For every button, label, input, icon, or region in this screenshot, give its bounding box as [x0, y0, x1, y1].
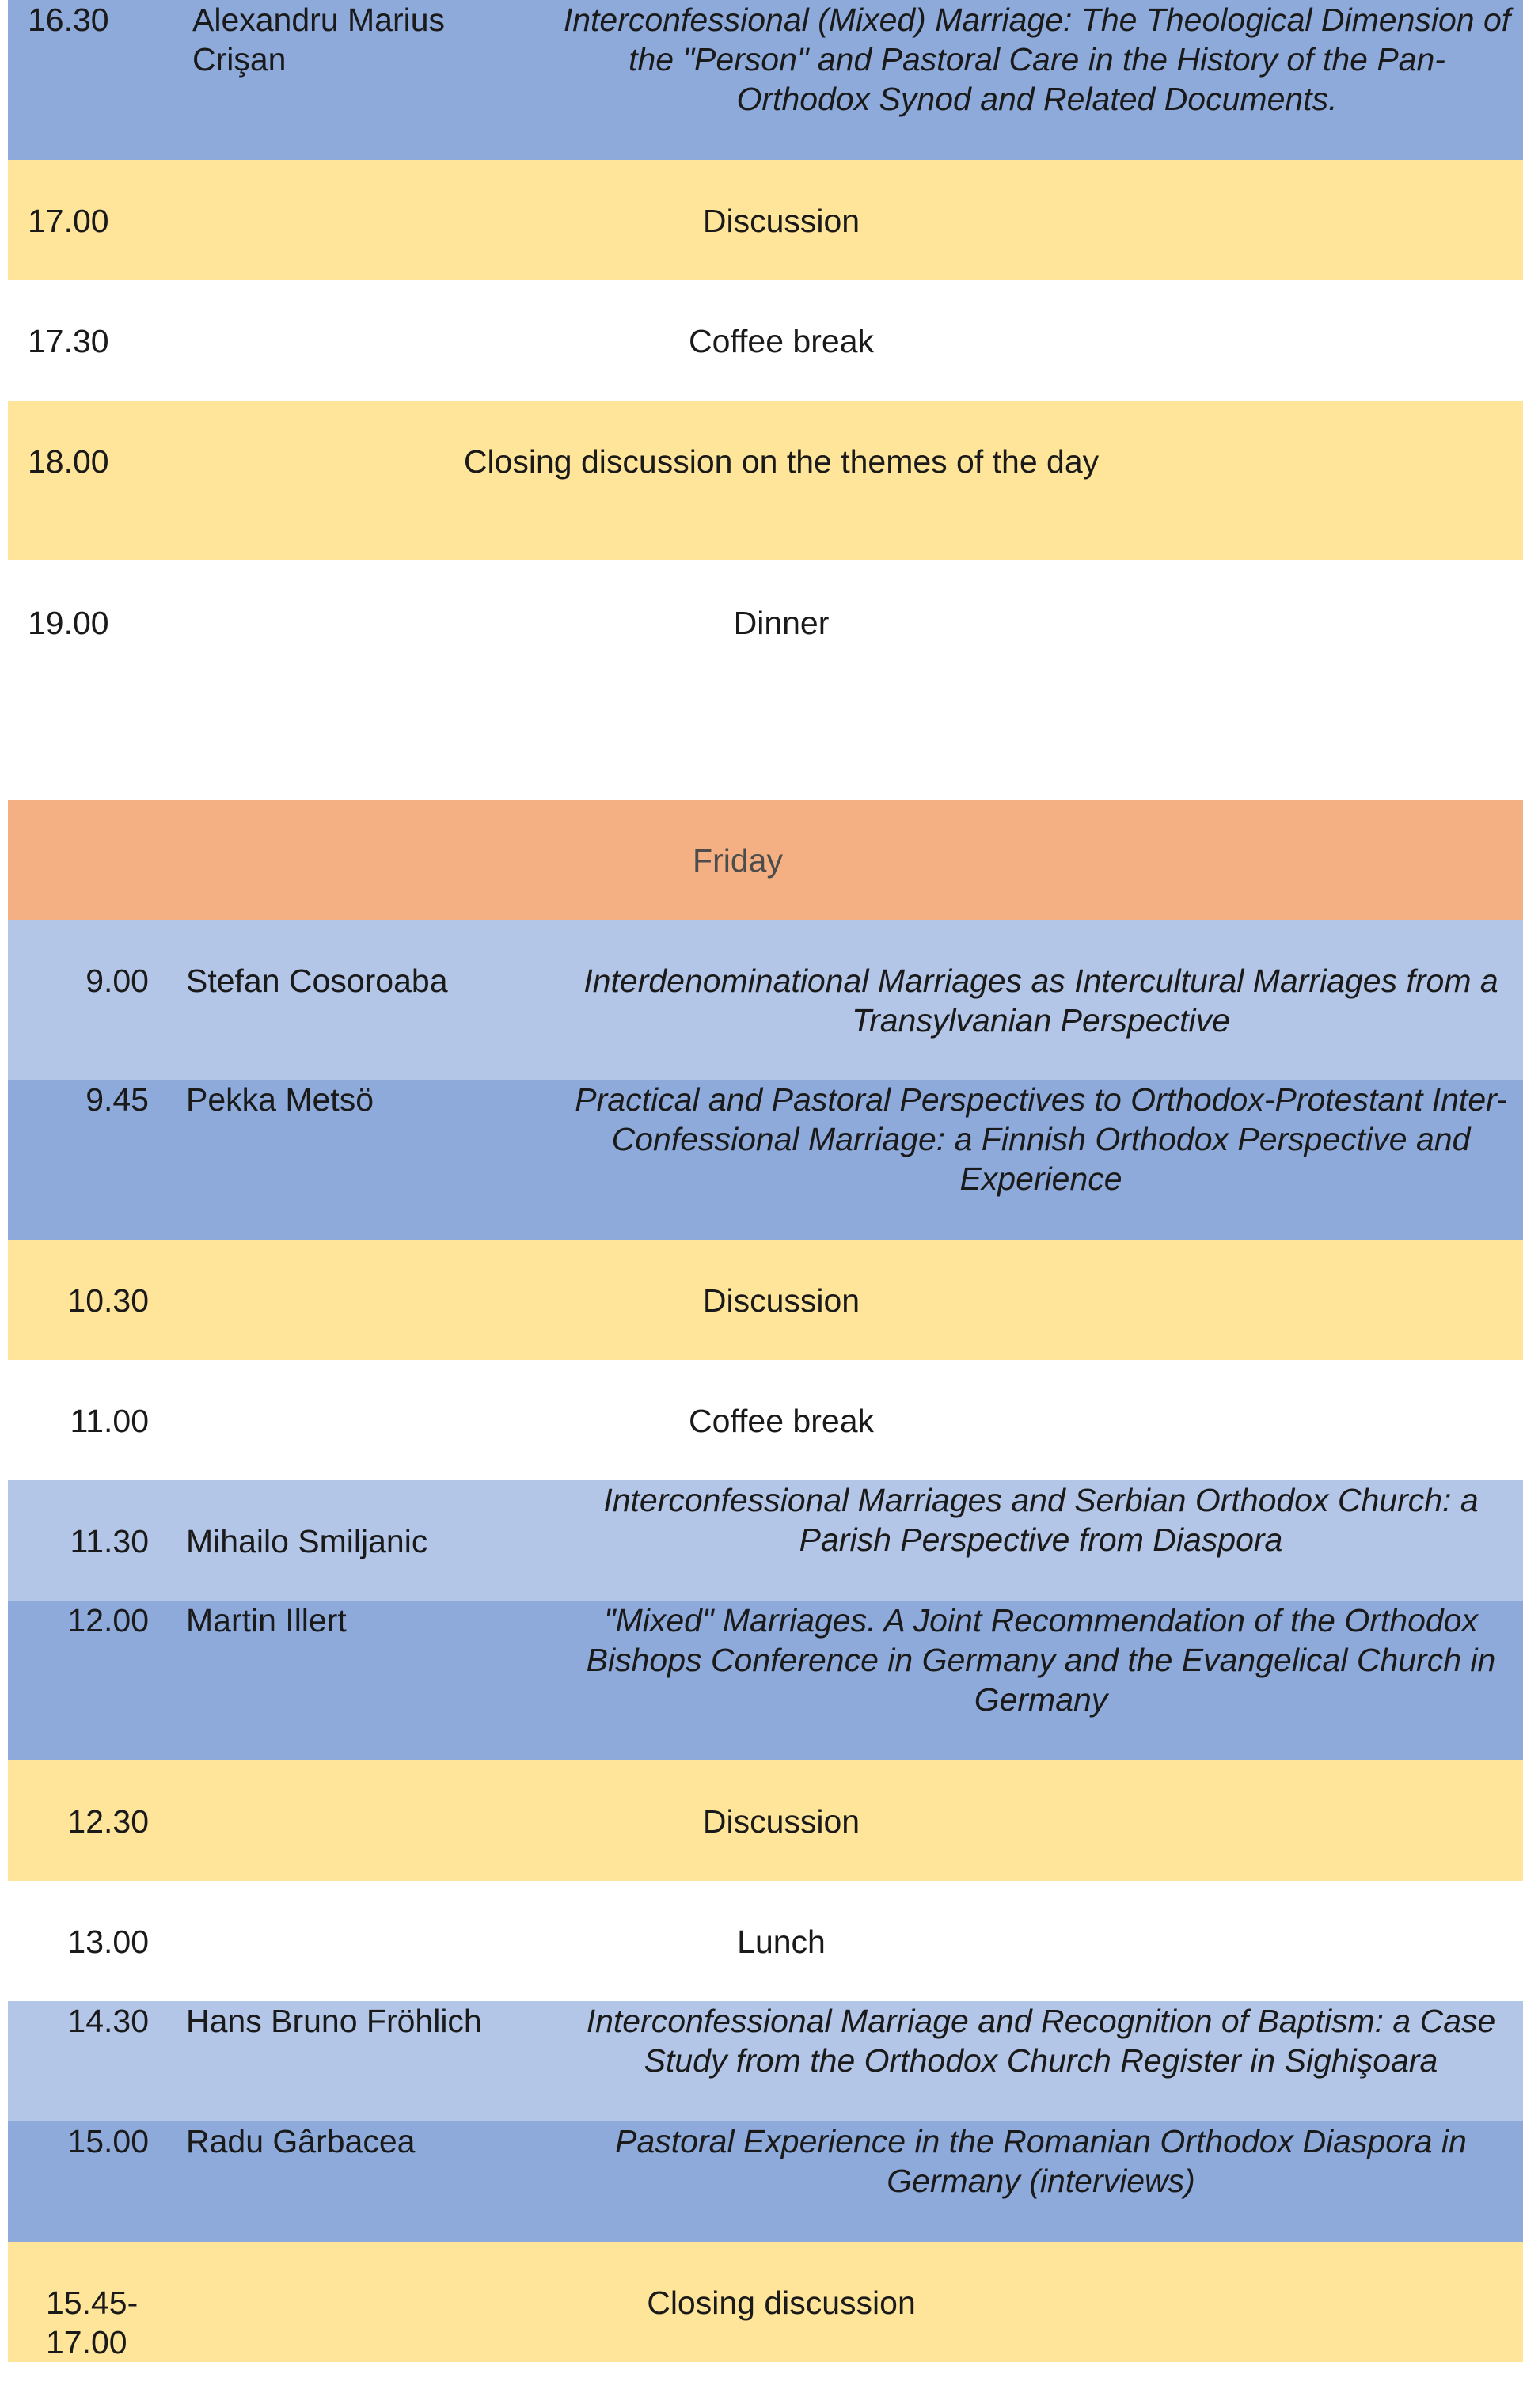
session-time: 18.00: [28, 443, 109, 480]
session-title: Practical and Pastoral Perspectives to Orthodox-Protestant Inter-Confessional Marriage: a Finnish Orthodox Perspective and Experience: [575, 1081, 1507, 1197]
session-row: [8, 1480, 1523, 1601]
session-time: 10.30: [67, 1282, 149, 1319]
event-label: Lunch: [737, 1924, 826, 1960]
session-speaker: Mihailo Smiljanic: [186, 1523, 428, 1559]
break-row: [8, 1360, 1523, 1480]
day-header: [8, 800, 1523, 920]
session-title: Interdenominational Marriages as Intercultural Marriages from a Transylvanian Perspective: [583, 963, 1498, 1039]
session-row: [8, 1601, 1523, 1760]
dinner-row: [8, 560, 1523, 798]
session-title: "Mixed" Marriages. A Joint Recommendation of the Orthodox Bishops Conference in Germany and the Evangelical Church in Germany: [586, 1602, 1496, 1718]
session-row: [8, 920, 1523, 1080]
event-label: Coffee break: [688, 323, 874, 359]
discussion-row: [8, 401, 1523, 560]
session-time: 15.00: [67, 2123, 149, 2159]
session-speaker: Radu Gârbacea: [186, 2123, 416, 2159]
session-time: 9.00: [85, 963, 149, 999]
session-row: [8, 1080, 1523, 1240]
session-time: 19.00: [28, 605, 109, 641]
event-label: Discussion: [702, 203, 860, 239]
event-label: Closing discussion on the themes of the day: [463, 443, 1100, 480]
session-title: Interconfessional Marriages and Serbian Orthodox Church: a Parish Perspective from Diaspora: [603, 1482, 1479, 1558]
session-speaker: Stefan Cosoroaba: [186, 963, 448, 999]
session-time: 16.30: [28, 2, 109, 38]
session-time: 12.30: [67, 1803, 149, 1840]
discussion-row: [8, 2242, 1523, 2362]
session-time: 17.30: [28, 323, 109, 359]
discussion-row: [8, 1240, 1523, 1360]
event-label: Dinner: [733, 605, 830, 641]
session-time: 15.45-17.00: [46, 2285, 139, 2361]
session-row: [8, 2121, 1523, 2242]
session-time: 11.30: [70, 1523, 149, 1559]
session-time: 13.00: [67, 1924, 149, 1960]
session-row: [8, 0, 1523, 160]
day-label: Friday: [693, 842, 783, 879]
session-speaker: Pekka Metsö: [186, 1081, 374, 1118]
session-time: 14.30: [67, 2003, 149, 2039]
discussion-row: [8, 160, 1523, 280]
event-label: Discussion: [702, 1282, 860, 1319]
session-speaker: Alexandru Marius Crişan: [192, 2, 446, 78]
session-time: 17.00: [28, 203, 109, 239]
session-title: Interconfessional Marriage and Recognition of Baptism: a Case Study from the Orthodox Church Register in Sighişoara: [586, 2003, 1496, 2079]
event-label: Coffee break: [688, 1403, 874, 1439]
session-title: Interconfessional (Mixed) Marriage: The Theological Dimension of the "Person" and Pastoral Care in the History of the Pan-Orthodox Synod and Related Documents.: [563, 2, 1511, 117]
session-speaker: Hans Bruno Fröhlich: [186, 2003, 482, 2039]
lunch-row: [8, 1881, 1523, 2001]
session-time: 9.45: [85, 1081, 149, 1118]
session-time: 11.00: [70, 1403, 149, 1439]
event-label: Closing discussion: [647, 2285, 916, 2321]
session-speaker: Martin Illert: [186, 1602, 347, 1639]
session-title: Pastoral Experience in the Romanian Orthodox Diaspora in Germany (interviews): [615, 2123, 1467, 2199]
break-row: [8, 280, 1523, 401]
session-time: 12.00: [67, 1602, 149, 1639]
session-row: [8, 2001, 1523, 2121]
discussion-row: [8, 1760, 1523, 1881]
event-label: Discussion: [702, 1803, 860, 1840]
